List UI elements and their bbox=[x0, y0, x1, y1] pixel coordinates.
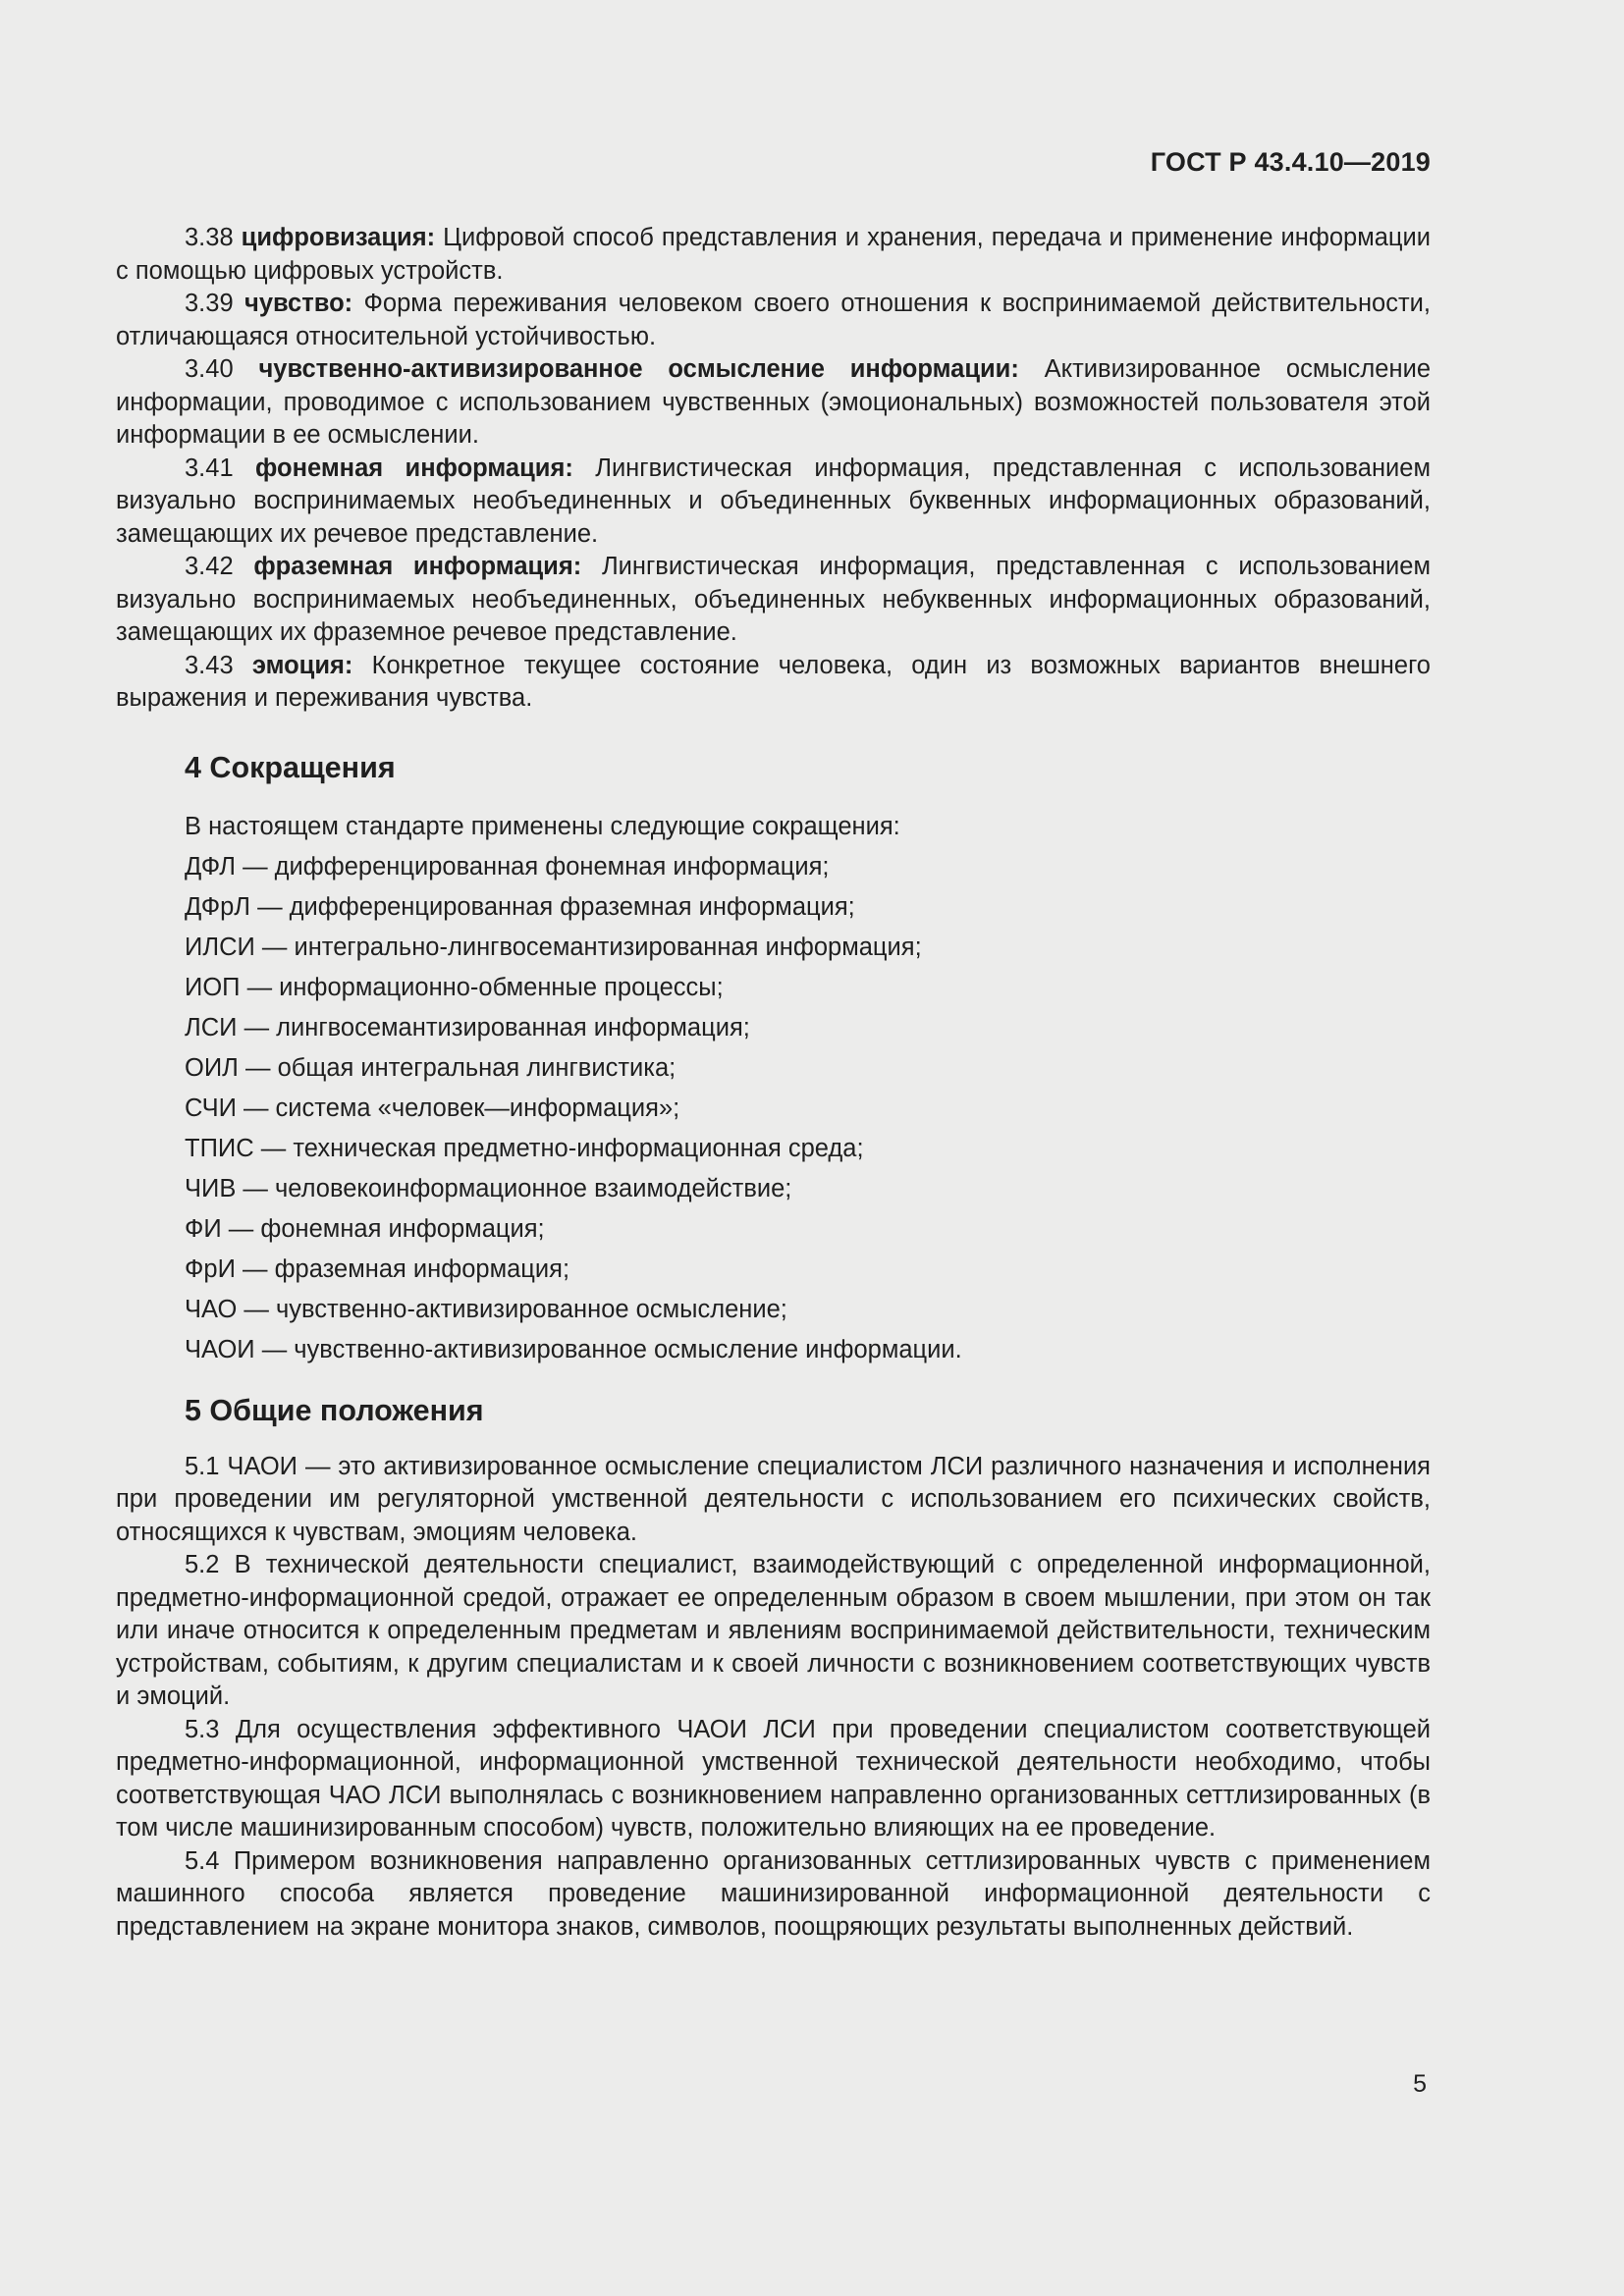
definition-text: Цифровой способ представления и хранения, передача и применение информации с помощью цифровых устройств. bbox=[116, 224, 1431, 285]
abbreviation-item: ЧАОИ — чувственно-активизированное осмысление информации. bbox=[185, 1335, 962, 1363]
definition-term: фонемная информация: bbox=[255, 454, 573, 482]
definition-3-43 bbox=[116, 650, 1431, 716]
paragraph-5-4: 5.4 Примером возникновения направленно организованных сеттлизированных чувств с применением машинного способа является проведение машинизированной информационной деятельности с представлением на экране монитора знаков, символов, поощряющих результаты выполненных действий. bbox=[116, 1846, 1431, 1941]
page-content bbox=[116, 222, 1431, 1944]
document-code: ГОСТ Р 43.4.10—2019 bbox=[1150, 147, 1431, 177]
abbreviations-intro: В настоящем стандарте применены следующие сокращения: bbox=[185, 812, 900, 840]
definition-text: Активизированное осмысление информации, проводимое с использованием чувственных (эмоциональных) возможностей пользователя этой информации в ее осмыслении. bbox=[116, 355, 1431, 449]
paragraph-5-3: 5.3 Для осуществления эффективного ЧАОИ ЛСИ при проведении специалистом соответствующей предметно-информационной, информационной умственной технической деятельности необходимо, чтобы соответствующая ЧАО ЛСИ выполнялась с возникновением направленно организованных сеттлизированных (в том числе машинизированным способом) чувств, положительно влияющих на ее проведение. bbox=[116, 1715, 1431, 1842]
definition-term: фраземная информация: bbox=[253, 553, 582, 580]
definition-term: чувство: bbox=[244, 290, 353, 317]
section-5-heading: 5 Общие положения bbox=[185, 1393, 484, 1427]
abbreviation-item: ИОП — информационно-обменные процессы; bbox=[185, 973, 724, 1001]
definition-number: 3.42 bbox=[185, 553, 234, 580]
abbreviation-item: ТПИС — техническая предметно-информационная среда; bbox=[185, 1134, 864, 1162]
definition-text: Форма переживания человеком своего отношения к воспринимаемой действительности, отличающаяся относительной устойчивостью. bbox=[116, 290, 1431, 350]
section-4-heading: 4 Сокращения bbox=[185, 750, 396, 784]
abbreviation-item: ЧАО — чувственно-активизированное осмысление; bbox=[185, 1295, 787, 1323]
definition-3-38 bbox=[116, 222, 1431, 288]
definition-number: 3.43 bbox=[185, 651, 234, 679]
paragraph-5-2: 5.2 В технической деятельности специалист, взаимодействующий с определенной информационной, предметно-информационной средой, отражает ее определенным образом в своем мышлении, при этом он так или иначе относится к определенным предметам и явлениям воспринимаемой действительности, техническим устройствам, событиям, к другим специалистам и к своей личности с возникновением соответствующих чувств и эмоций. bbox=[116, 1551, 1431, 1710]
definition-term: цифровизация: bbox=[241, 224, 436, 251]
definition-text: Лингвистическая информация, представленная с использованием визуально воспринимаемых необъединенных и объединенных буквенных информационных образований, замещающих их речевое представление. bbox=[116, 454, 1431, 548]
definition-term: чувственно-активизированное осмысление информации: bbox=[258, 355, 1019, 383]
definition-term: эмоция: bbox=[251, 651, 353, 679]
abbreviation-item: ДФЛ — дифференцированная фонемная информация; bbox=[185, 852, 830, 881]
abbreviation-item: ИЛСИ — интегрально-лингвосемантизированная информация; bbox=[185, 933, 922, 961]
page-number: 5 bbox=[1413, 2070, 1427, 2098]
abbreviation-item: ФрИ — фраземная информация; bbox=[185, 1255, 570, 1283]
definition-3-42 bbox=[116, 551, 1431, 650]
definition-3-41 bbox=[116, 453, 1431, 552]
definition-number: 3.40 bbox=[185, 355, 234, 383]
paragraph-5-1: 5.1 ЧАОИ — это активизированное осмысление специалистом ЛСИ различного назначения и исполнения при проведении им регуляторной умственной деятельности с использованием его психических свойств, относящихся к чувствам, эмоциям человека. bbox=[116, 1452, 1431, 1546]
abbreviation-item: СЧИ — система «человек—информация»; bbox=[185, 1094, 680, 1122]
definition-number: 3.41 bbox=[185, 454, 234, 482]
abbreviation-item: ЧИВ — человекоинформационное взаимодействие; bbox=[185, 1174, 792, 1202]
definition-number: 3.38 bbox=[185, 224, 234, 251]
definition-3-40 bbox=[116, 353, 1431, 453]
abbreviation-item: ЛСИ — лингвосемантизированная информация; bbox=[185, 1013, 750, 1041]
abbreviation-item: ОИЛ — общая интегральная лингвистика; bbox=[185, 1053, 677, 1082]
definition-3-39 bbox=[116, 288, 1431, 353]
abbreviations-list bbox=[116, 807, 1431, 1370]
definition-text: Лингвистическая информация, представленная с использованием визуально воспринимаемых необъединенных, объединенных небуквенных информационных образований, замещающих их фраземное речевое представление. bbox=[116, 553, 1431, 646]
definition-text: Конкретное текущее состояние человека, один из возможных вариантов внешнего выражения и переживания чувства. bbox=[116, 651, 1431, 712]
abbreviation-item: ДФрЛ — дифференцированная фраземная информация; bbox=[185, 892, 855, 921]
abbreviation-item: ФИ — фонемная информация; bbox=[185, 1214, 545, 1243]
definition-number: 3.39 bbox=[185, 290, 234, 317]
